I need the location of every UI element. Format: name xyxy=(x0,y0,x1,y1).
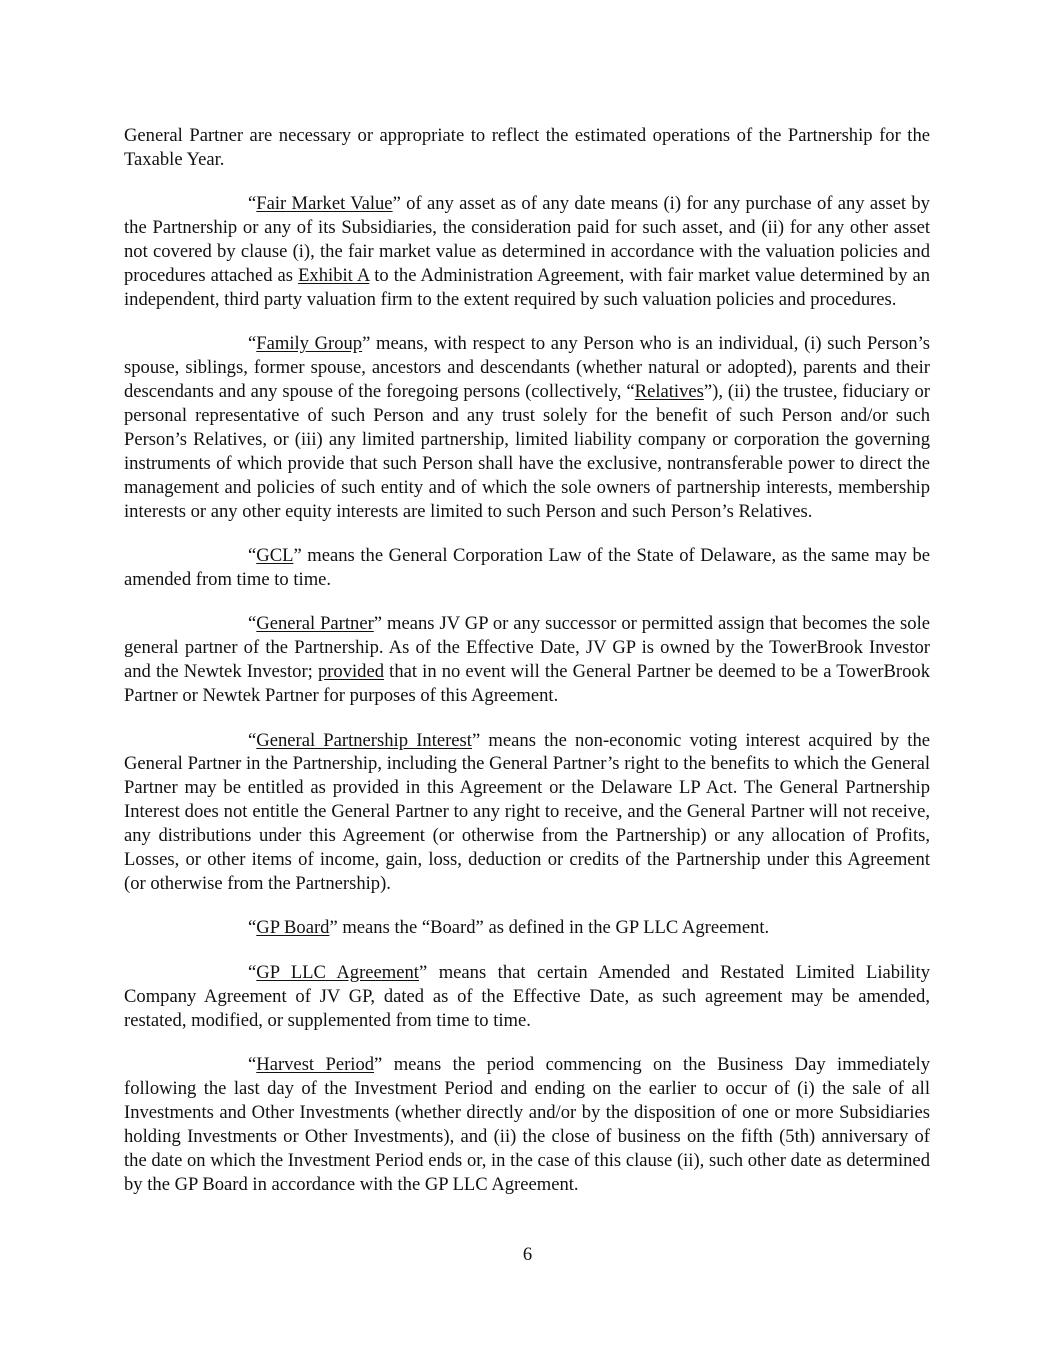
open-quote: “ xyxy=(248,917,257,939)
defined-term: General Partner xyxy=(256,613,374,635)
definition-harvest-period xyxy=(124,1053,930,1196)
open-quote: “ xyxy=(248,729,257,751)
defined-term: GP LLC Agreement xyxy=(256,961,419,983)
open-quote: “ xyxy=(248,333,257,355)
defined-term-relatives: Relatives xyxy=(634,381,704,403)
definition-general-partner xyxy=(124,612,930,708)
open-quote: “ xyxy=(248,193,257,215)
definition-family-group xyxy=(124,332,930,523)
exhibit-reference: Exhibit A xyxy=(298,265,370,287)
defined-term: GP Board xyxy=(256,917,330,939)
definition-general-partnership-interest xyxy=(124,729,930,896)
provided-term: provided xyxy=(317,661,385,683)
open-quote: “ xyxy=(248,1054,257,1075)
definition-text: ” means that certain Amended and Restated Limited Liability Company Agreement of JV GP, dated as of the Effective Date, as such agreement may be amended, restated, modified, or supplemented from time to time. xyxy=(124,961,930,1031)
definition-gp-llc-agreement xyxy=(124,961,930,1033)
open-quote: “ xyxy=(248,961,257,983)
paragraph-text: General Partner are necessary or appropriate to reflect the estimated operations of the Partnership for the Taxable Year. xyxy=(124,125,930,170)
open-quote: “ xyxy=(248,545,257,567)
paragraph-continuation xyxy=(124,124,930,172)
definition-text: ” means JV GP or any successor or permitted assign that becomes the sole general partner of the Partnership. As of the Effective Date, JV GP is owned by the TowerBrook Investor and the Newtek Investor; xyxy=(124,613,930,683)
definition-text: ” means the period commencing on the Business Day immediately following the last day of the Investment Period and ending on the earlier to occur of (i) the sale of all Investments and Other Investments (whether directly and/or by the disposition of one or more Subsidiaries holding Investments or Other Investments), and (ii) the close of business on the fifth (5th) anniversary of the date on which the Investment Period ends or, in the case of this clause (ii), such other date as determined by the GP Board in accordance with the GP LLC Agreement. xyxy=(124,1054,930,1195)
definition-gp-board xyxy=(124,916,930,940)
definition-fair-market-value xyxy=(124,192,930,312)
defined-term: GCL xyxy=(256,545,294,567)
defined-term: Fair Market Value xyxy=(256,193,393,215)
defined-term: Family Group xyxy=(256,333,363,355)
definition-text: ” means the “Board” as defined in the GP LLC Agreement. xyxy=(329,917,770,939)
definition-text: that in no event will the General Partner be deemed to be a TowerBrook Partner or Newtek Partner for purposes of this Agreement. xyxy=(124,661,930,707)
definition-gcl xyxy=(124,544,930,592)
definition-text: ” means the General Corporation Law of the State of Delaware, as the same may be amended from time to time. xyxy=(124,545,930,590)
definition-text: to the Administration Agreement, with fair market value determined by an independent, third party valuation firm to the extent required by such valuation policies and procedures. xyxy=(124,265,931,310)
definition-text: ” means the non-economic voting interest acquired by the General Partner in the Partnership, including the General Partner’s right to the benefits to which the General Partner may be entitled as provided in this Agreement or the Delaware LP Act. The General Partnership Interest does not entitle the General Partner to any right to receive, and the General Partner will not receive, any distributions under this Agreement (or otherwise from the Partnership) or any allocation of Profits, Losses, or other items of income, gain, loss, deduction or credits of the Partnership under this Agreement (or otherwise from the Partnership). xyxy=(124,729,930,894)
open-quote: “ xyxy=(248,613,257,635)
page-number: 6 xyxy=(522,1244,533,1265)
definition-text: ”), (ii) the trustee, fiduciary or personal representative of such Person and any trust solely for the benefit of such Person and/or such Person’s Relatives, or (iii) any limited partnership, limited liability company or corporation the governing instruments of which provide that such Person shall have the exclusive, nontransferable power to direct the management and policies of such entity and of which the sole owners of partnership interests, membership interests or any other equity interests are limited to such Person and such Person’s Relatives. xyxy=(124,381,930,522)
definition-text: ” means, with respect to any Person who is an individual, (i) such Person’s spouse, siblings, former spouse, ancestors and descendants (whether natural or adopted), parents and their descendants and any spouse of the foregoing persons (collectively, “ xyxy=(124,333,930,403)
document-page xyxy=(124,124,930,1196)
defined-term: Harvest Period xyxy=(256,1054,375,1075)
definition-text: ” of any asset as of any date means (i) for any purchase of any asset by the Partnership or any of its Subsidiaries, the consideration paid for such asset, and (ii) for any other asset not covered by clause (i), the fair market value as determined in accordance with the valuation policies and procedures attached as xyxy=(124,193,930,287)
defined-term: General Partnership Interest xyxy=(256,729,472,751)
